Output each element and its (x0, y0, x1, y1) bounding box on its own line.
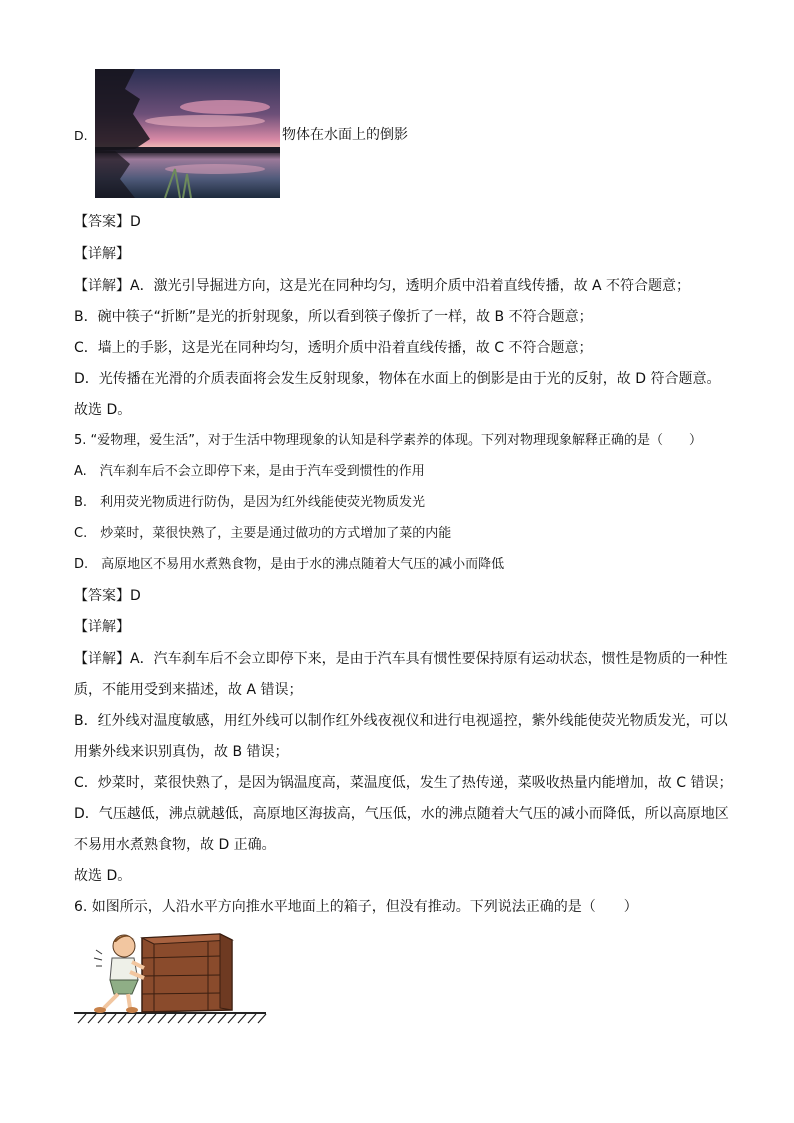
lake-sunset-reflection-photo (95, 69, 280, 198)
q5-option-b: B. 利用荧光物质进行防伪，是因为红外线能使荧光物质发光 (74, 495, 426, 510)
q4-explanation-line: C．墙上的手影，这是光在同种均匀，透明介质中沿着直线传播，故 C 不符合题意； (74, 340, 593, 356)
person-pushing-wooden-crate-illustration (72, 928, 268, 1026)
q5-explanation-line: C．炒菜时，菜很快熟了，是因为锅温度高，菜温度低，发生了热传递，菜吸收热量内能增加，故 C 错误； (74, 775, 733, 791)
q5-explanation-line: 质，不能用受到来描述，故 A 错误； (74, 682, 303, 698)
q4-detail-heading: 【详解】 (74, 246, 130, 262)
q5-option-d: D. 高原地区不易用水煮熟食物，是由于水的沸点随着大气压的减小而降低 (74, 557, 505, 572)
q5-explanation-line: 【详解】A．汽车刹车后不会立即停下来，是由于汽车具有惯性要保持原有运动状态，惯性是物质的一种性 (74, 651, 728, 667)
q5-detail-heading: 【详解】 (74, 619, 130, 635)
q4-explanation-line: B．碗中筷子“折断”是光的折射现象，所以看到筷子像折了一样，故 B 不符合题意； (74, 309, 593, 325)
q5-explanation-line: D．气压越低，沸点就越低，高原地区海拔高，气压低，水的沸点随着大气压的减小而降低，所以高原地区 (74, 806, 729, 822)
q5-option-c: C. 炒菜时，菜很快熟了，主要是通过做功的方式增加了菜的内能 (74, 526, 452, 541)
q4-explanation-line: 故选 D。 (74, 402, 132, 418)
q5-answer: 【答案】D (74, 588, 141, 604)
q4-option-d-letter: D. (74, 128, 88, 143)
q6-stem: 6. 如图所示，人沿水平方向推水平地面上的箱子，但没有推动。下列说法正确的是（ ） (74, 899, 638, 915)
q5-explanation-line: B．红外线对温度敏感，用红外线可以制作红外线夜视仪和进行电视遥控，紫外线能使荧光物质发光，可以 (74, 713, 728, 729)
q5-explanation-line: 用紫外线来识别真伪，故 B 错误； (74, 744, 289, 760)
q5-option-a: A. 汽车刹车后不会立即停下来，是由于汽车受到惯性的作用 (74, 464, 425, 479)
q4-explanation-line: 【详解】A．激光引导掘进方向，这是光在同种均匀，透明介质中沿着直线传播，故 A 不符合题意； (74, 278, 691, 294)
q4-answer: 【答案】D (74, 214, 141, 230)
q4-option-d-text: 物体在水面上的倒影 (282, 127, 408, 143)
q5-explanation-line: 不易用水煮熟食物，故 D 正确。 (74, 837, 276, 853)
q4-explanation-line: D．光传播在光滑的介质表面将会发生反射现象，物体在水面上的倒影是由于光的反射，故 D 符合题意。 (74, 371, 721, 387)
q5-explanation-line: 故选 D。 (74, 868, 132, 884)
q5-stem: 5. “爱物理，爱生活”，对于生活中物理现象的认知是科学素养的体现。下列对物理现象解释正确的是（ ） (74, 433, 703, 448)
